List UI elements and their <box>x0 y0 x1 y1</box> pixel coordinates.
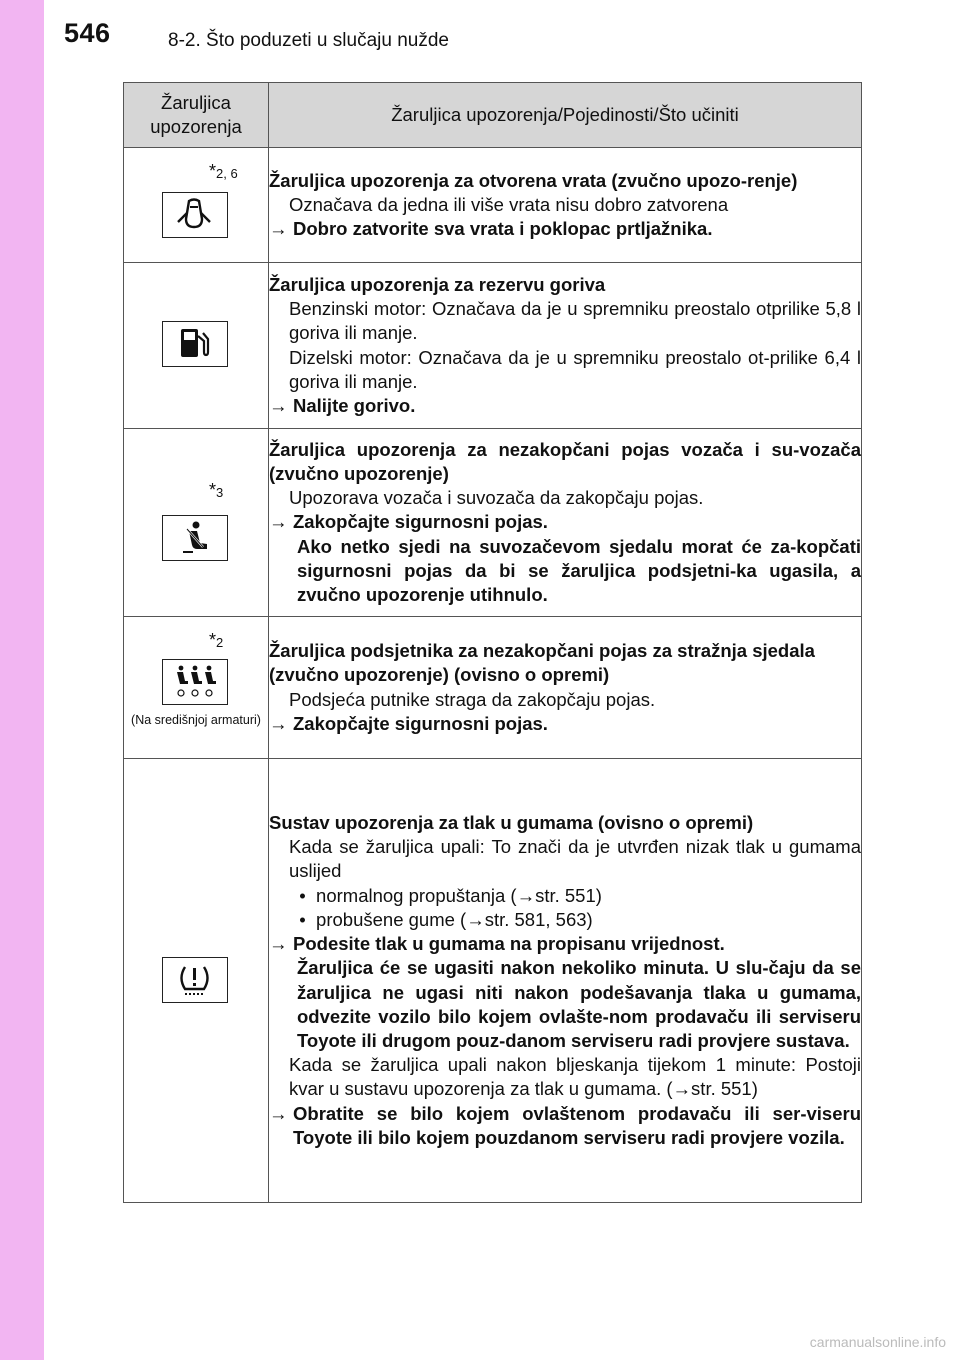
low-fuel-warning-icon <box>162 321 228 367</box>
door-open-warning-icon <box>162 192 228 238</box>
arrow-icon: → <box>269 394 288 416</box>
seatbelt-warning-icon <box>162 515 228 561</box>
arrow-icon: → <box>269 933 288 955</box>
table-row <box>124 148 862 263</box>
icon-cell <box>124 617 269 759</box>
col-header-details: Žaruljica upozorenja/Pojedinosti/Što učiniti <box>269 83 862 148</box>
arrow-icon: → <box>269 218 288 240</box>
details-cell: Sustav upozorenja za tlak u gumama (ovisno o opremi) Kada se žaruljica upali: To znači da je utvrđen nizak tlak u gumama uslijed • normalnog propuštanja (→str. 551) • probušene gume (→str. 581, 563) → Podesite tlak u gumama na propisanu vrijednost. Žaruljica će se ugasiti nakon nekoliko minuta. U slu-čaju da se žaruljica ne ugasi niti nakon podešavanja tlaka u gumama, odvezite vozilo bilo kojem ovlašte-nom prodavaču ili serviseru Toyote ili drugom pouz-danom serviseru radi provjere sustava. Kada se žaruljica upali nakon bljeskanja tijekom 1 minute: Postoji kvar u sustavu upozorenja za tlak u gumama. (→str. 551) → Obratite se bilo kojem ovlaštenom prodavaču ili ser-viseru Toyote ili bilo kojem pouzdanom serviseru radi provjere vozila. <box>269 759 862 1203</box>
icon-caption: (Na središnjoj armaturi) <box>131 713 261 727</box>
icon-cell <box>124 263 269 429</box>
watermark: carmanualsonline.info <box>809 1334 946 1350</box>
rear-seatbelt-reminder-icon <box>162 659 228 705</box>
table-row <box>124 617 862 759</box>
page-number: 546 <box>64 18 111 48</box>
table-header-row <box>124 83 862 148</box>
table-row <box>124 759 862 1203</box>
details-cell: Žaruljica upozorenja za rezervu goriva Benzinski motor: Označava da je u spremniku preostalo otprilike 5,8 l goriva ili manje. Dizelski motor: Označava da je u spremniku preostalo ot-prilike 6,4 l goriva ili manje. → Nalijte gorivo. <box>269 263 862 429</box>
details-cell: Žaruljica upozorenja za nezakopčani pojas vozača i su-vozača (zvučno upozorenje) Upozorava vozača i suvozača da zakopčaju pojas. → Zakopčajte sigurnosni pojas. Ako netko sjedi na suvozačevom sjedalu morat će za-kopčati sigurnosni pojas da bi se žaruljica podsjetni-ka ugasila, a zvučno upozorenje utihnulo. <box>269 429 862 617</box>
icon-cell <box>124 759 269 1203</box>
arrow-icon: → <box>269 1102 288 1124</box>
icon-cell <box>124 429 269 617</box>
details-cell: Žaruljica podsjetnika za nezakopčani pojas za stražnja sjedala (zvučno upozorenje) (ovisno o opremi) Podsjeća putnike straga da zakopčaju pojas. → Zakopčajte sigurnosni pojas. <box>269 617 862 759</box>
tire-pressure-warning-icon <box>162 957 228 1003</box>
footnote-mark: $*_2$ <box>209 630 224 650</box>
arrow-icon: → <box>269 712 288 734</box>
arrow-icon: → <box>269 511 288 533</box>
footnote-mark: $*_3$ <box>209 480 224 500</box>
side-tab <box>0 0 44 1360</box>
table-row <box>124 429 862 617</box>
chapter-title: 8-2. Što poduzeti u slučaju nužde <box>168 30 449 51</box>
footnote-mark: $*_{2, 6}$ <box>209 161 238 181</box>
col-header-light: Žaruljica upozorenja <box>124 83 269 148</box>
page-header <box>0 0 960 62</box>
details-cell: Žaruljica upozorenja za otvorena vrata (zvučno upozo-renje) Označava da jedna ili više vrata nisu dobro zatvorena → Dobro zatvorite sva vrata i poklopac prtljažnika. <box>269 148 862 263</box>
warning-lights-table <box>123 82 862 1203</box>
table-row <box>124 263 862 429</box>
icon-cell <box>124 148 269 263</box>
